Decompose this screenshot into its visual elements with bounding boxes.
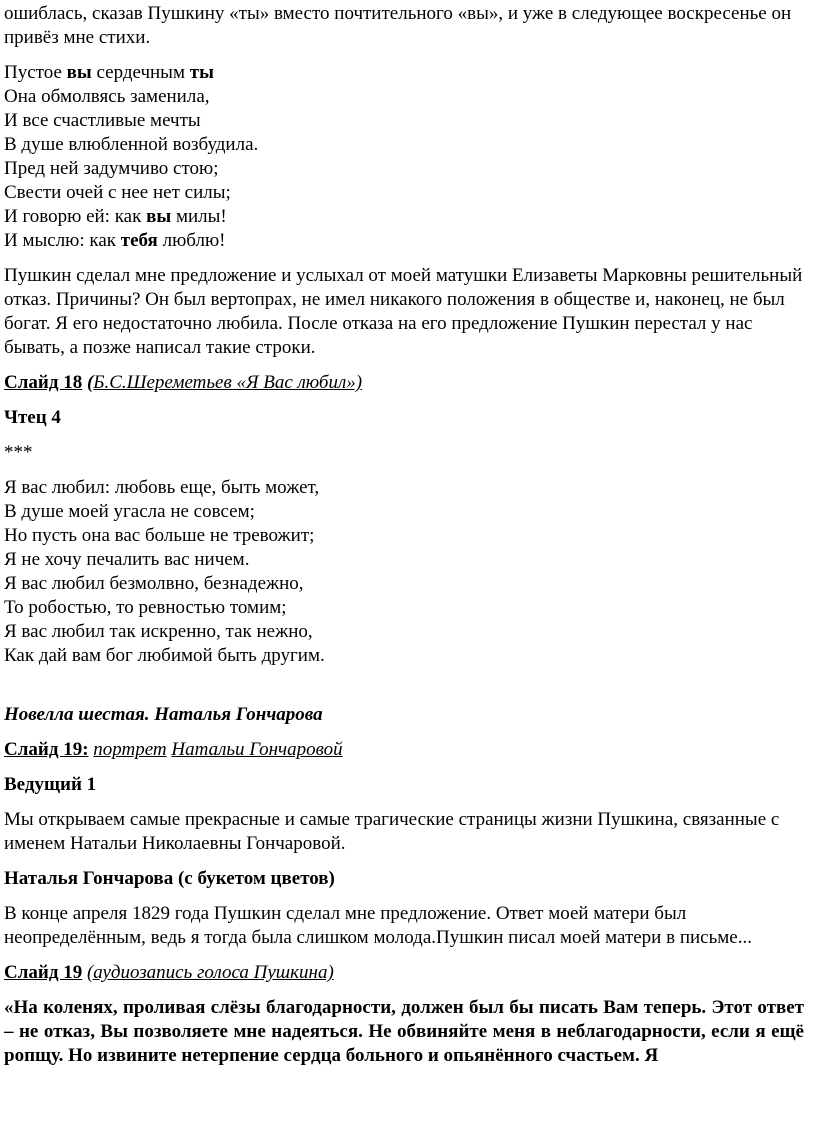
slide-19-audio-note: (аудиозапись голоса Пушкина) <box>86 962 334 983</box>
poem1-line-8 <box>4 229 804 253</box>
slide-19-portrait-heading <box>4 738 804 762</box>
slide-19-audio-label: Слайд 19 <box>4 962 83 983</box>
poem2-line: Но пусть она вас больше не тревожит; <box>4 525 315 546</box>
poem2-line: То робостью, то ревностью томим; <box>4 597 287 618</box>
poem1-line-8-part: И мыслю: как <box>4 230 121 251</box>
proposal-1829-paragraph: В конце апреля 1829 года Пушкин сделал мне предложение. Ответ моей матери был неопределённым, ведь я тогда была слишком молода.Пушкин писал моей матери в письме... <box>4 903 752 948</box>
document-content <box>4 2 804 1068</box>
poem2-line: Я не хочу печалить вас ничем. <box>4 549 250 570</box>
poem1-line-7-part: милы! <box>171 206 227 227</box>
poem1-line-6: Свести очей с нее нет силы; <box>4 182 231 203</box>
poem2-line: Как дай вам бог любимой быть другим. <box>4 645 325 666</box>
slide-18-label: Слайд 18 <box>4 372 83 393</box>
poem1-line-8-part: люблю! <box>157 230 226 251</box>
poem2-line: Я вас любил безмолвно, безнадежно, <box>4 573 304 594</box>
poem1-line-2: Она обмолвясь заменила, <box>4 86 210 107</box>
goncharova-intro-paragraph: Мы открываем самые прекрасные и самые трагические страницы жизни Пушкина, связанные с именем Натальи Николаевны Гончаровой. <box>4 809 780 854</box>
slide-18-note: Б.С.Шереметьев «Я Вас любил») <box>93 372 363 393</box>
poem1-line-1 <box>4 61 804 85</box>
poem1-line-7-part: И говорю ей: как <box>4 206 147 227</box>
poem1-line-5: Пред ней задумчиво стою; <box>4 158 219 179</box>
slide-18-paren: ( <box>82 372 94 393</box>
poem2-line: Я вас любил: любовь еще, быть может, <box>4 477 320 498</box>
proposal-paragraph: Пушкин сделал мне предложение и услыхал от моей матушки Елизаветы Марковны решительный отказ. Причины? Он был вертопрах, не имел никакого положения в обществе и, наконец, не был богат. Я его недостаточно любила. После отказа на его предложение Пушкин перестал у нас бывать, а позже написал такие строки. <box>4 265 803 358</box>
poem-you-and-thou <box>4 61 804 253</box>
slide-19-note-name: Натальи Гончаровой <box>171 739 343 760</box>
poem1-line-1-bold-ty: ты <box>189 62 214 83</box>
poem2-line: Я вас любил так искренно, так нежно, <box>4 621 313 642</box>
slide-19-audio-heading <box>4 961 804 985</box>
pushkin-letter-paragraph: «На коленях, проливая слёзы благодарности, должен был бы писать Вам теперь. Этот ответ – не отказ, Вы позволяете мне надеяться. Не обвиняйте меня в неблагодарности, если я ещё ропщу. Но извините нетерпение сердца больного и опьянённого счастьем. Я <box>4 997 804 1066</box>
poem1-line-4: В душе влюбленной возбудила. <box>4 134 259 155</box>
reader-4-heading: Чтец 4 <box>4 407 61 428</box>
poem1-line-3: И все счастливые мечты <box>4 110 201 131</box>
slide-19-label: Слайд 19: <box>4 739 89 760</box>
poem1-line-1-part: сердечным <box>91 62 190 83</box>
slide-19-note-portrait: портрет <box>93 739 167 760</box>
poem1-line-7-bold: вы <box>146 206 172 227</box>
intro-paragraph: ошиблась, сказав Пушкину «ты» вместо почтительного «вы», и уже в следующее воскресенье он привёз мне стихи. <box>4 3 792 48</box>
poem-i-loved-you <box>4 476 804 668</box>
poem2-line: В душе моей угасла не совсем; <box>4 501 255 522</box>
novella-six-heading: Новелла шестая. Наталья Гончарова <box>4 704 323 725</box>
poem1-line-8-bold: тебя <box>120 230 158 251</box>
slide-18-heading <box>4 371 804 395</box>
poem-stars-separator: *** <box>4 442 33 463</box>
poem1-line-1-bold-vy: вы <box>66 62 92 83</box>
natalia-heading: Наталья Гончарова (с букетом цветов) <box>4 868 335 889</box>
poem1-line-7 <box>4 205 804 229</box>
host-1-heading: Ведущий 1 <box>4 774 97 795</box>
poem1-line-1-part: Пустое <box>4 62 67 83</box>
